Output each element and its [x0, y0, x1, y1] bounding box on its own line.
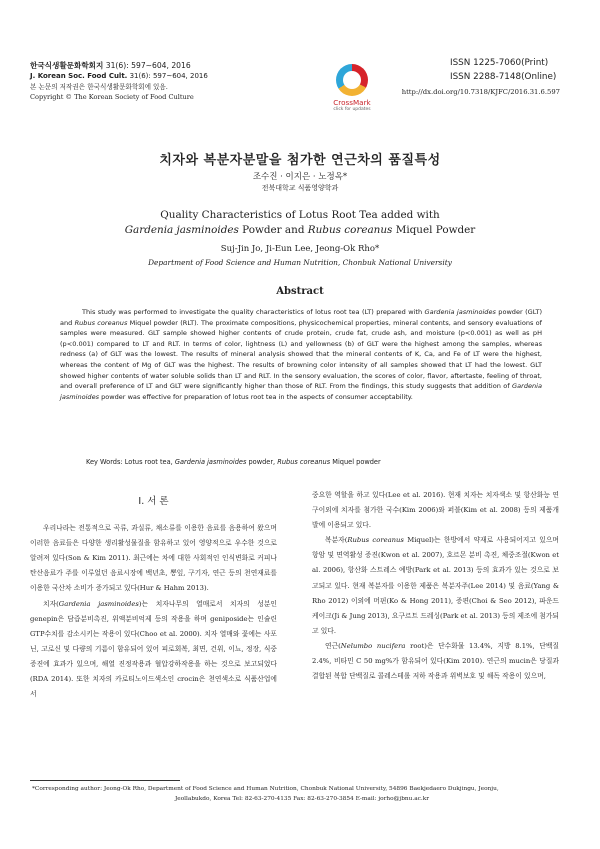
- abstract-part: This study was performed to investigate the quality characteristics of lotus root tea (LT) prepared with: [82, 308, 425, 316]
- paragraph: [312, 639, 559, 684]
- abstract-text: [60, 307, 542, 402]
- crossmark-badge[interactable]: [326, 64, 378, 112]
- issn-print: ISSN 1225-7060(Print): [450, 58, 549, 68]
- title-end: Miquel Powder: [392, 224, 476, 236]
- species-rubus: Rubus coreanus: [307, 224, 393, 236]
- abstract-italic: Gardenia jasminoides: [424, 308, 496, 316]
- copyright-en: Copyright © The Korean Society of Food Culture: [30, 93, 194, 102]
- issn-online: ISSN 2288-7148(Online): [450, 72, 557, 82]
- paragraph: [30, 597, 277, 703]
- body-column-left: [30, 488, 277, 702]
- affiliation-english: Department of Food Science and Human Nutrition, Chonbuk National University: [148, 258, 452, 267]
- text-run: root)은 단수화물 13.4%, 지방 8.1%, 단백질 2.4%, 비타민 C 50 mg%가 함유되어 있다(Kim 2010). 연근의 mucin은 당질과 결합된 복합 단백질로 콜레스테롤 저하 작용과 위벽보호 및 해독 작용이 있으며,: [312, 641, 559, 681]
- title-english-line1: Quality Characteristics of Lotus Root Tea added with: [160, 209, 440, 221]
- abstract-part: powder was effective for preparation of lotus root tea in the aspects of consumer acceptability.: [99, 392, 413, 401]
- title-mid: Powder and: [238, 224, 308, 236]
- title-english: [0, 208, 600, 238]
- keyword: Rubus coreanus: [277, 458, 331, 466]
- keyword: Lotus root tea,: [122, 458, 175, 466]
- doi-link[interactable]: http://dx.doi.org/10.7318/KJFC/2016.31.6.597: [401, 88, 560, 96]
- crossmark-sublabel: click for updates: [333, 107, 371, 112]
- journal-name-en: J. Korean Soc. Food Cult.: [30, 72, 128, 81]
- crossmark-label: CrossMark: [333, 98, 371, 107]
- issn-block: [400, 56, 580, 96]
- footnote-divider: [30, 780, 180, 781]
- keyword: Gardenia jasminoides: [174, 458, 247, 466]
- keyword: powder,: [246, 458, 278, 466]
- keywords-label: Key Words:: [86, 458, 123, 466]
- copyright-ko: 본 논문의 저작권은 한국식생활문화학회에 있음.: [30, 82, 168, 91]
- text-run: Miquel)는 한방에서 약재로 사용되어지고 있으며 항암 및 면역활성 증진(Kwon et al. 2007), 호르몬 분비 촉진, 체중조절(Kwon et al. 2006), 항산화 스트레스 예방(Park et al. 2013) 등의 효과가 있는 것으로 보고되고 있다. 현재 복분자를 이용한 제품은 복분자주(Lee 2014) 및 음료(Yang & Rho 2012) 이외에 머핀(Ko & Hong 2011), 증편(Choi & Seo 2012), 파운드케이크(Ji & Jung 2013), 요구르트 드레싱(Park et al. 2013) 등의 제조에 첨가되고 있다.: [312, 536, 559, 635]
- abstract-italic: Gardenia jasminoides: [60, 382, 542, 401]
- species-name: Nelumbo nucifera: [340, 641, 406, 650]
- journal-name-ko: 한국식생활문화학회지: [30, 61, 104, 70]
- paragraph: 우리나라는 전통적으로 곡류, 과실류, 채소류를 이용한 음료를 음용하여 왔으며 이러한 음료들은 다양한 생리활성물질을 함유하고 있어 영양적으로 우수한 것으로 알려져 있다(Son & Kim 2011). 최근에는 차에 대한 사회적인 인식변화로 커피나 탄산음료가 주를 이루었던 음료시장에 백년초, 뽕잎, 구기자, 연근 등의 천연재료를 이용한 국산차 소비가 증가되고 있다(Hur & Hahm 2013).: [30, 524, 277, 593]
- paragraph: 중요한 역할을 하고 있다(Lee et al. 2016). 현재 치자는 치자색소 및 항산화능 연구이외에 치자를 첨가한 국수(Kim 2006)와 퍼블(Kim et al. 2008) 등의 제품개발에 이용되고 있다.: [312, 491, 559, 530]
- journal-issue-ko: 31(6): 597~604, 2016: [103, 61, 191, 70]
- keyword: Miquel powder: [330, 458, 381, 466]
- species-name: Gardenia jasminoides: [58, 599, 139, 608]
- text-run: )는 치자나무의 열매로서 치자의 성분인 genepin은 담즙분비촉진, 위액분비억제 등의 작용을 하며 geniposide는 인슐린 GTP수치를 감소시키는 작용이 있다(Choo et al. 2000). 치자 열매와 꽃에는 사포닌, 고로신 및 다량의 기름이 함유되어 있어 피로회복, 최면, 건위, 이뇨, 정장, 식중증진에 효과가 있으며, 해열 진정작용과 혈압강하작용을 하는 것으로 보고되었다(RDA 2014). 또한 치자의 카로티노이드색소인 crocin은 천연색소로 식품산업에서: [30, 599, 277, 699]
- paragraph: [312, 533, 559, 639]
- journal-issue-en: 31(6): 597~604, 2016: [127, 72, 208, 81]
- footnote-line: *Corresponding author: Jeong-Ok Rho, Department of Food Science and Human Nutrition, Chonbuk National University, 54896 Baekjedaero Dukjingu, Jeonju,: [32, 786, 499, 792]
- species-name: Rubus coreanus: [347, 536, 404, 545]
- abstract-part: Miquel powder (RLT). The proximate compositions, physicochemical properties, mineral contents, and sensory evaluations of samples were measured. GLT sample showed higher contents of crude protein, crude fat, crude ash, and moisture (p<0.001) as well as pH (p<0.001) compared to LT and RLT. In terms of color, lightness (L) and yellowness (b) of GLT were the highest among the samples, whereas redness (a) of GLT was the lowest. The results of mineral analysis showed that the mineral contents of K, Ca, and Fe of LT were the highest, whereas the content of Mg of GLT was the highest. The results of browning color intensity of all samples showed that LT had the lowest. GLT showed higher contents of water soluble solids than LT and RLT. In the sensory evaluation, the scores of color, flavor, aftertaste, feeling of throat, and overall preference of LT and GLT were significantly higher than those of RLT. From the findings, this study suggests that addition of: [60, 318, 542, 391]
- affiliation-korean: 전북대학교 식품영양학과: [261, 184, 339, 192]
- title-korean: 치자와 복분자분말을 첨가한 연근차의 품질특성: [159, 153, 441, 168]
- abstract-part: powder (GLT) and: [60, 308, 543, 327]
- text-run: 연근(: [325, 641, 341, 650]
- text-run: 복분자(: [325, 536, 348, 545]
- text-run: 치자(: [43, 599, 59, 608]
- species-gardenia: Gardenia jasminoides: [124, 224, 239, 236]
- section-heading-introduction: Ⅰ. 서 론: [138, 496, 169, 507]
- abstract-italic: Rubus coreanus: [74, 318, 128, 327]
- authors-english: Suj-Jin Jo, Ji-Eun Lee, Jeong-Ok Rho*: [220, 244, 380, 254]
- crossmark-icon: [336, 64, 368, 96]
- footnote-line: Jeollabukdo, Korea Tel: 82-63-270-4135 Fax: 82-63-270-3854 E-mail: jorho@jbnu.ac.kr: [174, 796, 430, 802]
- authors-korean: 조수진 · 이지은 · 노정옥*: [252, 172, 348, 182]
- corresponding-author-footnote: [32, 784, 572, 804]
- keywords: [86, 458, 546, 466]
- abstract-heading: Abstract: [276, 286, 324, 297]
- journal-header: [30, 61, 270, 103]
- body-column-right: [312, 488, 559, 684]
